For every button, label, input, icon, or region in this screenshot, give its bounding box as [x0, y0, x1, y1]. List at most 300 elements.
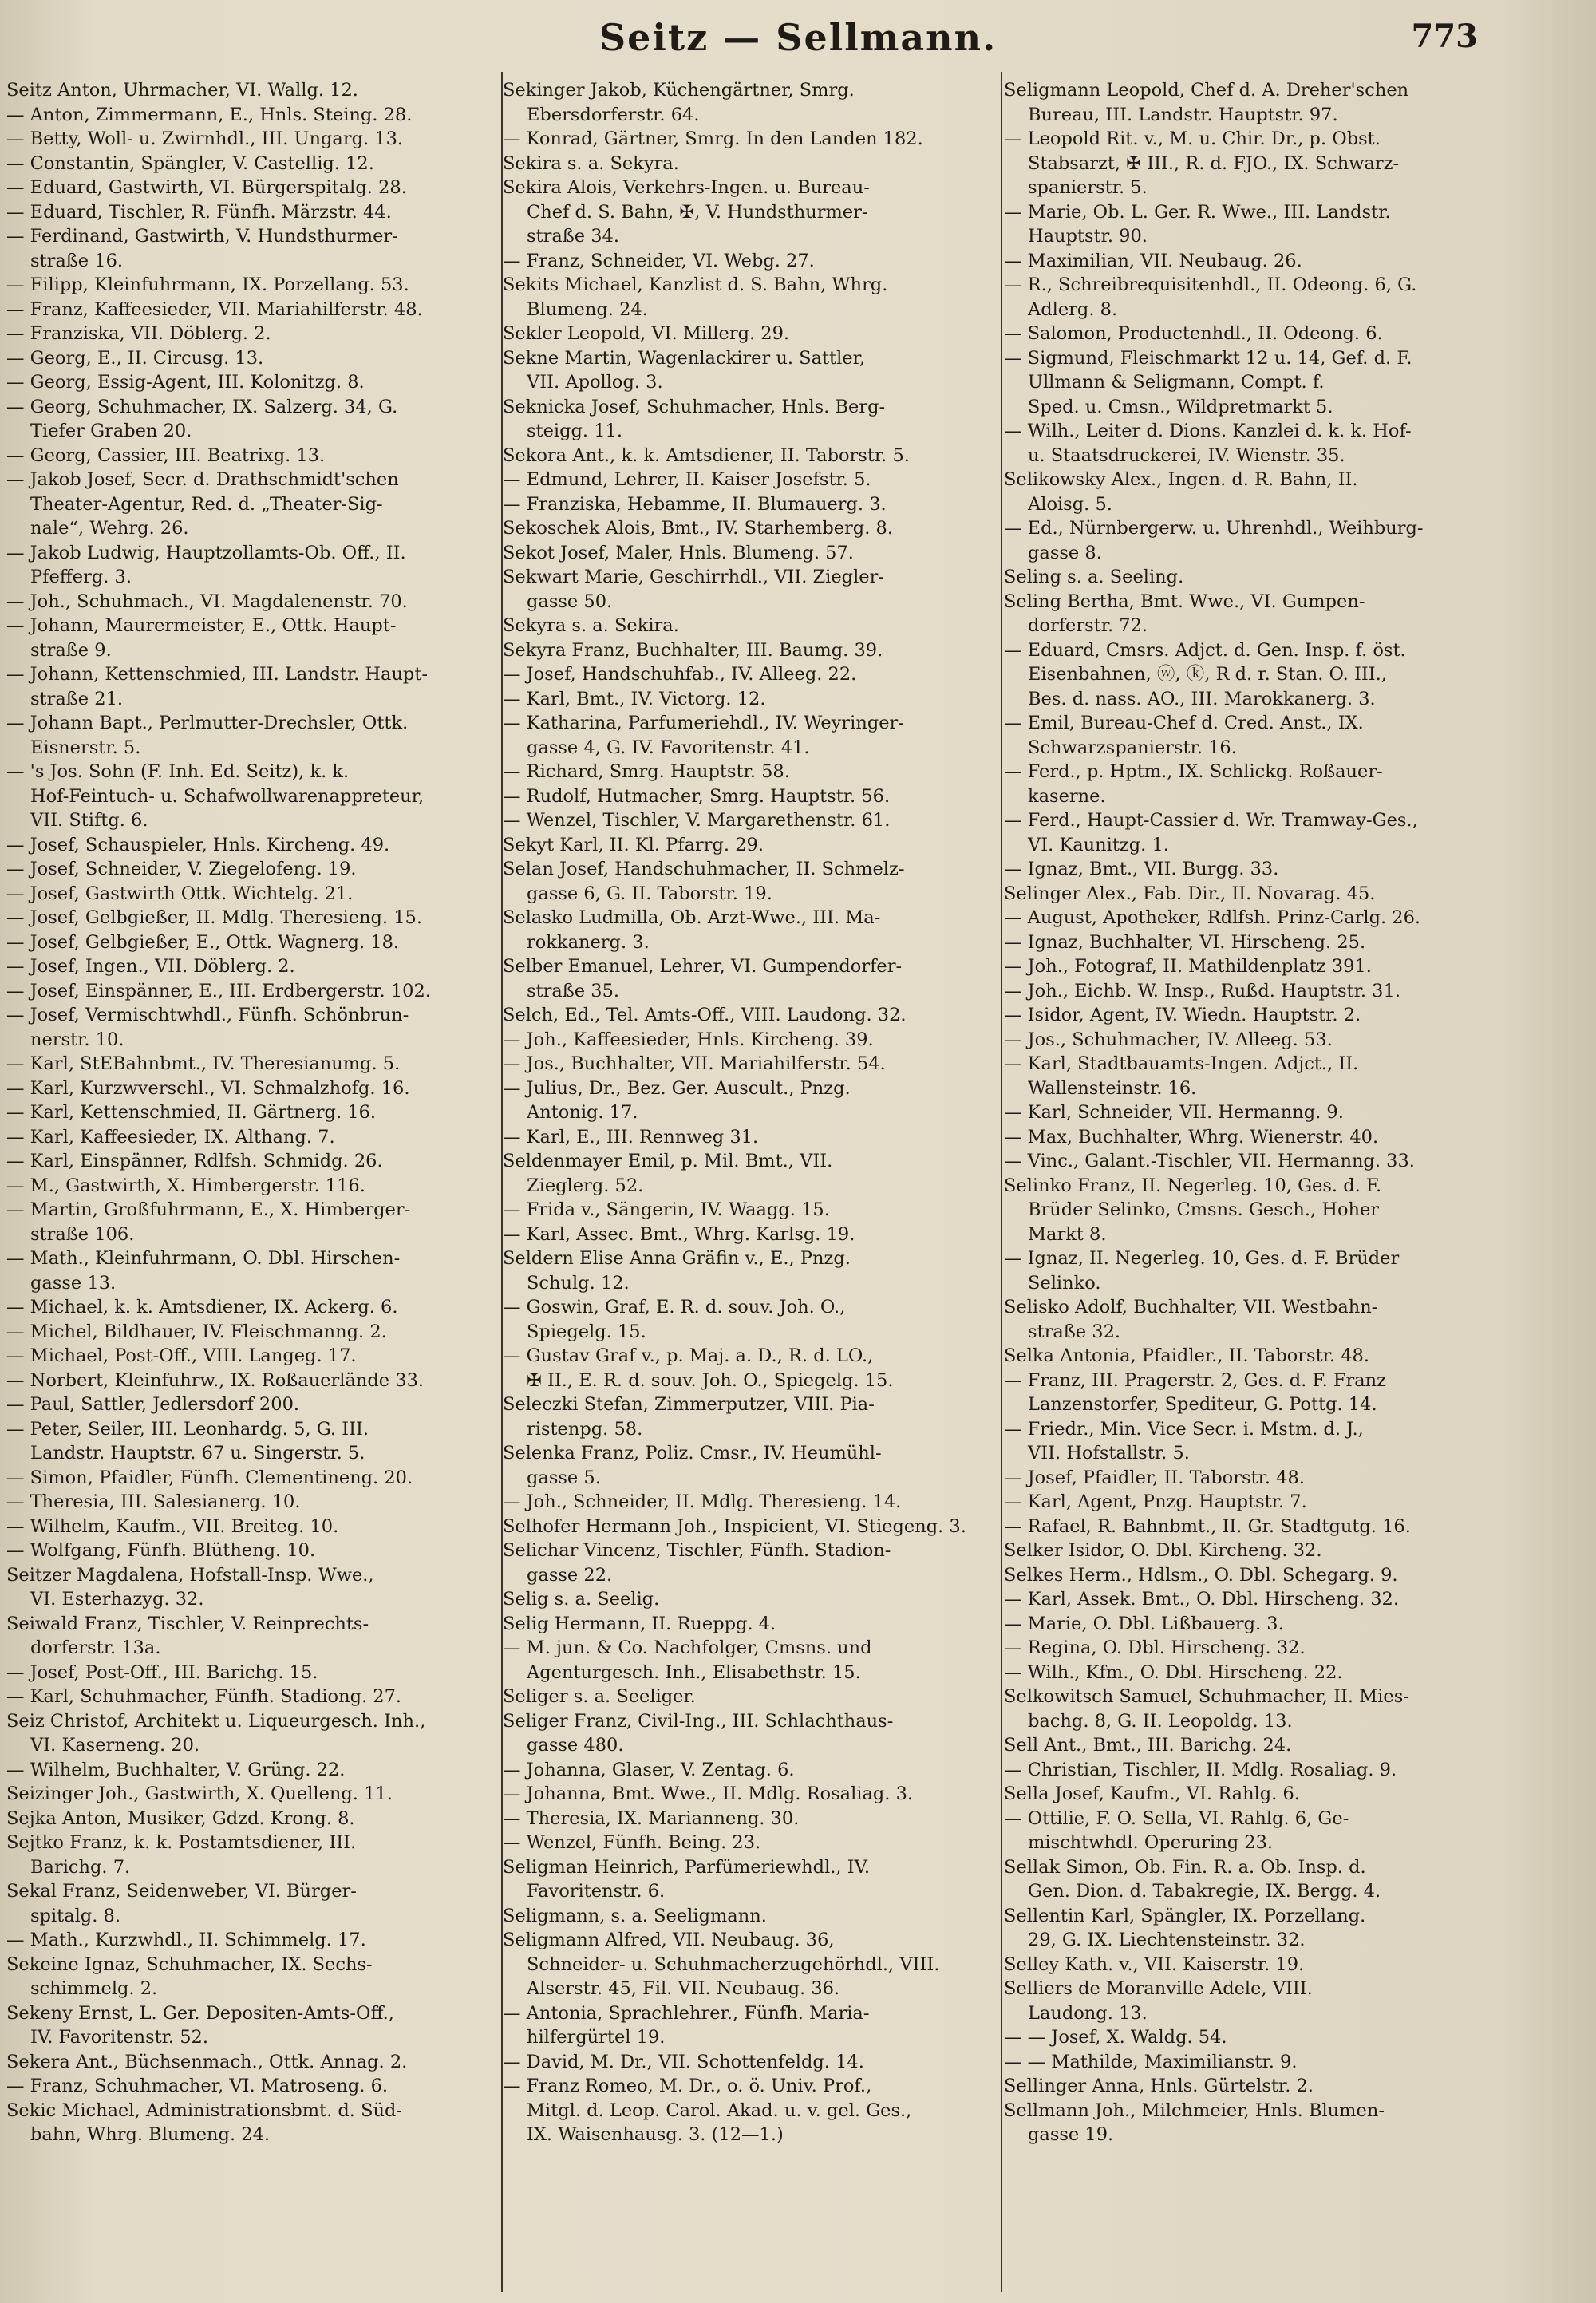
entry-text: Sekeny Ernst, L. Ger. Depositen-Amts-Off., — [6, 2002, 394, 2024]
entry-continuation: Selinko. — [1028, 1272, 1101, 1294]
entry-continuation: Zieglerg. 52. — [527, 1175, 644, 1196]
directory-entry — [1004, 200, 1510, 249]
entry-text: Seligmann, s. a. Seeligmann. — [503, 1905, 767, 1926]
entry-text: — Georg, Essig-Agent, III. Kolonitzg. 8. — [6, 372, 365, 393]
entry-continuation: Theater-Agentur, Red. d. „Theater-Sig- — [30, 493, 383, 515]
directory-entry — [1004, 638, 1510, 712]
directory-entry — [503, 1003, 999, 1028]
directory-entry — [6, 152, 503, 176]
directory-entry — [503, 1052, 999, 1076]
entry-text: Seizinger Joh., Gastwirth, X. Quelleng. 11. — [6, 1784, 393, 1804]
entry-continuation: gasse 4, G. IV. Favoritenstr. 41. — [527, 737, 810, 758]
directory-entry — [503, 322, 999, 346]
entry-text: — Josef, Gelbgießer, E., Ottk. Wagnerg. 18. — [6, 931, 400, 953]
entry-continuation: VI. Esterhazyg. 32. — [30, 1589, 204, 1610]
entry-continuation: Hof-Feintuch- u. Schafwollwarenappreteur, — [30, 785, 425, 807]
directory-entry — [1004, 1515, 1510, 1539]
entry-text: Seliger Franz, Civil-Ing., III. Schlachthaus- — [503, 1710, 894, 1732]
directory-entry — [6, 1831, 503, 1879]
entry-continuation: Barichg. 7. — [30, 1856, 131, 1878]
directory-entry — [6, 833, 503, 858]
directory-entry — [1004, 1733, 1510, 1758]
directory-entry — [6, 1198, 503, 1246]
entry-text: — R., Schreibrequisitenhdl., II. Odeong. 6, G. — [1004, 275, 1417, 295]
directory-entry — [503, 176, 999, 249]
directory-entry — [6, 2001, 503, 2050]
entry-text: — Ottilie, F. O. Sella, VI. Rahlg. 6, Ge- — [1004, 1807, 1349, 1829]
entry-continuation: spanierstr. 5. — [1028, 177, 1148, 198]
entry-continuation: u. Staatsdruckerei, IV. Wienstr. 35. — [1028, 444, 1345, 466]
entry-text: Selig s. a. Seelig. — [503, 1589, 660, 1610]
entry-text: Seldern Elise Anna Gräfin v., E., Pnzg. — [503, 1248, 851, 1269]
directory-entry — [503, 1515, 999, 1539]
directory-entry — [503, 2050, 999, 2075]
directory-entry — [6, 614, 503, 662]
entry-continuation: gasse 50. — [527, 591, 613, 612]
entry-text: — Filipp, Kleinfuhrmann, IX. Porzellang. 53. — [6, 275, 409, 295]
entry-text: — Michael, Post-Off., VIII. Langeg. 17. — [6, 1345, 357, 1366]
entry-text: — Frida v., Sängerin, IV. Waagg. 15. — [503, 1199, 830, 1220]
entry-text: Seligmann Alfred, VII. Neubaug. 36, — [503, 1930, 835, 1950]
directory-entry — [503, 1928, 999, 2001]
directory-entry — [6, 1539, 503, 1563]
entry-text: Selinko Franz, II. Negerleg. 10, Ges. d. F. — [1004, 1175, 1382, 1196]
entry-text: Sekora Ant., k. k. Amtsdiener, II. Taborstr. 5. — [503, 444, 910, 466]
directory-entry — [6, 176, 503, 200]
entry-continuation: VII. Hofstallstr. 5. — [1028, 1443, 1190, 1464]
entry-continuation: Schulg. 12. — [527, 1272, 630, 1294]
entry-text: — M. jun. & Co. Nachfolger, Cmsns. und — [503, 1637, 872, 1658]
directory-entry — [6, 662, 503, 711]
directory-entry — [6, 1174, 503, 1199]
directory-entry — [503, 614, 999, 638]
entry-text: — Math., Kleinfuhrmann, O. Dbl. Hirschen- — [6, 1248, 401, 1269]
entry-text: — Wenzel, Fünfh. Being. 23. — [503, 1832, 761, 1853]
entry-continuation: VI. Kaunitzg. 1. — [1028, 834, 1169, 855]
entry-text: — Karl, Agent, Pnzg. Hauptstr. 7. — [1004, 1491, 1307, 1512]
entry-continuation: bachg. 8, G. II. Leopoldg. 13. — [1028, 1710, 1293, 1732]
entry-continuation: straße 35. — [527, 980, 620, 1001]
directory-entry — [503, 906, 999, 954]
directory-entry — [6, 857, 503, 882]
directory-entry — [503, 1782, 999, 1807]
directory-entry — [503, 1758, 999, 1783]
entry-continuation: schimmelg. 2. — [30, 1978, 158, 1999]
directory-entry — [6, 1344, 503, 1369]
entry-text: — Max, Buchhalter, Whrg. Wienerstr. 40. — [1004, 1126, 1379, 1148]
entry-text: — Ferdinand, Gastwirth, V. Hundsthurmer- — [6, 226, 398, 247]
entry-text: — Constantin, Spängler, V. Castellig. 12. — [6, 152, 374, 174]
directory-entry — [6, 1782, 503, 1807]
entry-text: Sekits Michael, Kanzlist d. S. Bahn, Whrg. — [503, 275, 888, 295]
directory-entry — [1004, 1003, 1510, 1028]
directory-entry — [503, 1831, 999, 1855]
entry-text: Sella Josef, Kaufm., VI. Rahlg. 6. — [1004, 1784, 1300, 1804]
directory-entry — [503, 1490, 999, 1515]
entry-continuation: 29, G. IX. Liechtensteinstr. 32. — [1028, 1930, 1306, 1950]
entry-text: — Christian, Tischler, II. Mdlg. Rosaliag. 9. — [1004, 1759, 1397, 1780]
directory-entry — [503, 1198, 999, 1223]
column-3 — [1004, 78, 1510, 2289]
directory-entry — [6, 468, 503, 541]
entry-text: Sellinger Anna, Hnls. Gürtelstr. 2. — [1004, 2076, 1314, 2096]
directory-entry — [1004, 1661, 1510, 1685]
entry-continuation: Ebersdorferstr. 64. — [527, 104, 700, 125]
directory-entry — [1004, 1417, 1510, 1466]
entry-continuation: Mitgl. d. Leop. Carol. Akad. u. v. gel. Ges., — [527, 2100, 912, 2121]
directory-entry — [6, 298, 503, 322]
directory-entry — [503, 1076, 999, 1125]
entry-text: — Salomon, Productenhdl., II. Odeong. 6. — [1004, 323, 1383, 344]
entry-text: — Anton, Zimmermann, E., Hnls. Steing. 28. — [6, 104, 413, 125]
entry-text: Sekal Franz, Seidenweber, VI. Bürger- — [6, 1881, 357, 1902]
directory-entry — [503, 1539, 999, 1587]
entry-continuation: Brüder Selinko, Cmsns. Gesch., Hoher — [1028, 1199, 1380, 1220]
directory-entry — [1004, 2099, 1510, 2147]
directory-entry — [503, 1807, 999, 1831]
entry-text: — Josef, Ingen., VII. Döblerg. 2. — [6, 956, 295, 977]
entry-continuation: gasse 13. — [30, 1272, 117, 1294]
directory-entry — [6, 370, 503, 395]
directory-entry — [503, 395, 999, 444]
directory-entry — [503, 808, 999, 833]
directory-entry — [1004, 857, 1510, 882]
entry-text: — Josef, Gelbgießer, II. Mdlg. Theresieng. 15. — [6, 907, 422, 928]
directory-entry — [1004, 468, 1510, 516]
entry-text: — Jos., Schuhmacher, IV. Alleeg. 53. — [1004, 1029, 1333, 1050]
entry-text: — Karl, Kaffeesieder, IX. Althang. 7. — [6, 1126, 335, 1148]
entry-text: Selker Isidor, O. Dbl. Kircheng. 32. — [1004, 1540, 1322, 1561]
directory-entry — [6, 979, 503, 1004]
entry-continuation: kaserne. — [1028, 785, 1106, 807]
entry-text: Seiwald Franz, Tischler, V. Reinprechts- — [6, 1613, 369, 1634]
directory-entry — [1004, 1539, 1510, 1563]
entry-text: — — Josef, X. Waldg. 54. — [1004, 2027, 1227, 2048]
entry-text: — Karl, Schuhmacher, Fünfh. Stadiong. 27. — [6, 1686, 402, 1707]
entry-text: — Josef, Pfaidler, II. Taborstr. 48. — [1004, 1467, 1305, 1488]
entry-continuation: VI. Kaserneng. 20. — [30, 1735, 200, 1756]
directory-entry — [503, 711, 999, 760]
entry-text: — Leopold Rit. v., M. u. Chir. Dr., p. Obst. — [1004, 128, 1381, 149]
entry-text: — Georg, Cassier, III. Beatrixg. 13. — [6, 444, 326, 466]
entry-text: — Jakob Josef, Secr. d. Drathschmidt'schen — [6, 469, 399, 490]
entry-text: Sekot Josef, Maler, Hnls. Blumeng. 57. — [503, 542, 854, 563]
directory-entry — [503, 784, 999, 809]
entry-continuation: Hauptstr. 90. — [1028, 226, 1148, 247]
entry-continuation: Laudong. 13. — [1028, 2002, 1148, 2024]
entry-continuation: Lanzenstorfer, Spediteur, G. Pottg. 14. — [1028, 1394, 1377, 1415]
directory-entry — [503, 1344, 999, 1392]
entry-continuation: Eisenbahnen, ⓦ, ⓚ, R d. r. Stan. O. III., — [1028, 664, 1387, 685]
directory-entry — [1004, 906, 1510, 930]
directory-entry — [6, 78, 503, 103]
entry-text: — Richard, Smrg. Hauptstr. 58. — [503, 761, 790, 782]
directory-entry — [1004, 711, 1510, 760]
directory-entry — [1004, 1125, 1510, 1150]
directory-entry — [1004, 2050, 1510, 2075]
entry-text: Selinger Alex., Fab. Dir., II. Novarag. 45. — [1004, 883, 1376, 904]
entry-continuation: Landstr. Hauptstr. 67 u. Singerstr. 5. — [30, 1443, 365, 1464]
directory-entry — [1004, 1295, 1510, 1344]
entry-text: Sejtko Franz, k. k. Postamtsdiener, III. — [6, 1832, 357, 1853]
directory-entry — [1004, 2025, 1510, 2050]
directory-entry — [503, 1685, 999, 1709]
entry-text: — Edmund, Lehrer, II. Kaiser Josefstr. 5. — [503, 469, 871, 490]
directory-entry — [1004, 1344, 1510, 1369]
directory-entry — [6, 200, 503, 225]
directory-entry — [503, 565, 999, 614]
entry-text: Selasko Ludmilla, Ob. Arzt-Wwe., III. Ma- — [503, 907, 881, 928]
entry-text: Sekyra Franz, Buchhalter, III. Baumg. 39. — [503, 639, 883, 661]
directory-entry — [503, 249, 999, 274]
entry-text: — Joh., Schuhmach., VI. Magdalenenstr. 70. — [6, 591, 408, 612]
directory-entry — [6, 1515, 503, 1539]
entry-text: — Ferd., p. Hptm., IX. Schlickg. Roßauer- — [1004, 761, 1383, 782]
entry-text: — Wenzel, Tischler, V. Margarethenstr. 61. — [503, 810, 891, 831]
entry-text: — M., Gastwirth, X. Himbergerstr. 116. — [6, 1175, 365, 1196]
entry-text: — Michael, k. k. Amtsdiener, IX. Ackerg. 6. — [6, 1297, 398, 1317]
entry-text: Seling s. a. Seeling. — [1004, 567, 1184, 587]
directory-entry — [6, 1953, 503, 2001]
entry-text: Sellmann Joh., Milchmeier, Hnls. Blumen- — [1004, 2100, 1385, 2121]
column-1 — [6, 78, 503, 2289]
directory-entry — [6, 906, 503, 930]
entry-text: — Ignaz, II. Negerleg. 10, Ges. d. F. Brüder — [1004, 1248, 1400, 1269]
directory-entry — [6, 760, 503, 833]
entry-text: Seleczki Stefan, Zimmerputzer, VIII. Pia- — [503, 1394, 875, 1415]
entry-text: — Jakob Ludwig, Hauptzollamts-Ob. Off., II. — [6, 542, 406, 563]
directory-entry — [503, 152, 999, 176]
entry-text: — Joh., Kaffeesieder, Hnls. Kircheng. 39. — [503, 1029, 874, 1050]
entry-text: Sekyt Karl, II. Kl. Pfarrg. 29. — [503, 834, 764, 855]
entry-text: — Johanna, Glaser, V. Zentag. 6. — [503, 1759, 795, 1780]
directory-entry — [503, 1441, 999, 1490]
directory-entry — [1004, 590, 1510, 638]
directory-entry — [503, 1125, 999, 1150]
directory-entry — [503, 273, 999, 322]
entry-continuation: IX. Waisenhausg. 3. (12—1.) — [527, 2124, 784, 2145]
directory-entry — [6, 1295, 503, 1320]
entry-text: Selig Hermann, II. Rueppg. 4. — [503, 1613, 776, 1634]
directory-entry — [6, 1076, 503, 1101]
entry-text: — Karl, Kurzwverschl., VI. Schmalzhofg. 16. — [6, 1077, 410, 1099]
entry-text: Selber Emanuel, Lehrer, VI. Gumpendorfer- — [503, 956, 903, 977]
entry-text: Seiz Christof, Architekt u. Liqueurgesch. Inh., — [6, 1710, 426, 1732]
entry-text: Selka Antonia, Pfaidler., II. Taborstr. 48. — [1004, 1345, 1370, 1366]
directory-entry — [6, 1052, 503, 1076]
directory-entry — [503, 541, 999, 566]
entry-text: — Josef, Post-Off., III. Barichg. 15. — [6, 1661, 318, 1683]
entry-continuation: straße 21. — [30, 688, 124, 709]
directory-entry — [6, 954, 503, 979]
directory-entry — [1004, 1636, 1510, 1661]
entry-text: — Franziska, VII. Döblerg. 2. — [6, 323, 271, 344]
directory-entry — [6, 1003, 503, 1052]
entry-text: Sellak Simon, Ob. Fin. R. a. Ob. Insp. d. — [1004, 1856, 1366, 1878]
directory-entry — [6, 1466, 503, 1491]
directory-entry — [503, 638, 999, 663]
entry-text: Selhofer Hermann Joh., Inspicient, VI. Stiegeng. 3. — [503, 1515, 966, 1537]
entry-text: — Franz, III. Pragerstr. 2, Ges. d. F. Franz — [1004, 1369, 1387, 1391]
entry-text: Sellentin Karl, Spängler, IX. Porzellang. — [1004, 1905, 1366, 1926]
entry-text: — Wilhelm, Buchhalter, V. Grüng. 22. — [6, 1759, 346, 1780]
directory-entry — [6, 1369, 503, 1393]
entry-text: — — Mathilde, Maximilianstr. 9. — [1004, 2051, 1298, 2072]
entry-text: — Karl, Bmt., IV. Victorg. 12. — [503, 688, 766, 709]
entry-text: — Friedr., Min. Vice Secr. i. Mstm. d. J., — [1004, 1418, 1364, 1440]
directory-entry — [503, 1612, 999, 1637]
entry-text: Selisko Adolf, Buchhalter, VII. Westbahn- — [1004, 1297, 1378, 1317]
entry-continuation: Spiegelg. 15. — [527, 1321, 646, 1342]
directory-entry — [1004, 1758, 1510, 1783]
entry-text: Sekler Leopold, VI. Millerg. 29. — [503, 323, 790, 344]
entry-continuation: VII. Stiftg. 6. — [30, 810, 148, 831]
entry-text: — Joh., Fotograf, II. Mathildenplatz 391. — [1004, 956, 1372, 977]
directory-entry — [6, 1758, 503, 1783]
entry-text: Sekeine Ignaz, Schuhmacher, IX. Sechs- — [6, 1953, 373, 1975]
entry-text: Seliger s. a. Seeliger. — [503, 1686, 696, 1707]
entry-text: — Marie, O. Dbl. Lißbauerg. 3. — [1004, 1613, 1284, 1634]
directory-entry — [503, 1855, 999, 1904]
entry-text: — Joh., Eichb. W. Insp., Rußd. Hauptstr. 31. — [1004, 980, 1400, 1001]
directory-entry — [6, 1612, 503, 1661]
entry-continuation: Ullmann & Seligmann, Compt. f. — [1028, 372, 1325, 393]
directory-entry — [6, 1149, 503, 1174]
directory-entry — [6, 1928, 503, 1953]
directory-entry — [6, 1563, 503, 1612]
entry-text: Selliers de Moranville Adele, VIII. — [1004, 1978, 1313, 1999]
entry-continuation: rokkanerg. 3. — [527, 931, 650, 953]
directory-entry — [1004, 249, 1510, 274]
entry-continuation: Adlerg. 8. — [1028, 298, 1118, 320]
entry-text: Seldenmayer Emil, p. Mil. Bmt., VII. — [503, 1151, 833, 1171]
entry-text: — Paul, Sattler, Jedlersdorf 200. — [6, 1394, 300, 1415]
entry-text: — Rudolf, Hutmacher, Smrg. Hauptstr. 56. — [503, 785, 891, 807]
entry-text: — Regina, O. Dbl. Hirscheng. 32. — [1004, 1637, 1306, 1658]
directory-entry — [1004, 273, 1510, 322]
entry-continuation: Schneider- u. Schuhmacherzugehörhdl., VIII. — [527, 1953, 940, 1975]
entry-text: Seitzer Magdalena, Hofstall-Insp. Wwe., — [6, 1564, 374, 1586]
directory-entry — [6, 1807, 503, 1831]
entry-text: — Johann Bapt., Perlmutter-Drechsler, Ottk. — [6, 713, 409, 733]
directory-entry — [1004, 954, 1510, 979]
directory-entry — [1004, 1612, 1510, 1637]
entry-text: — Franz, Schneider, VI. Webg. 27. — [503, 250, 815, 271]
entry-text: — Georg, E., II. Circusg. 13. — [6, 347, 264, 369]
entry-text: — Karl, Stadtbauamts-Ingen. Adjct., II. — [1004, 1053, 1359, 1074]
page-title: Seitz — Sellmann. — [598, 16, 998, 59]
directory-entry — [6, 1100, 503, 1125]
directory-entry — [1004, 930, 1510, 955]
entry-text: — August, Apotheker, Rdlfsh. Prinz-Carlg. 26. — [1004, 907, 1421, 928]
directory-entry — [6, 2099, 503, 2147]
entry-continuation: Chef d. S. Bahn, ✠, V. Hundsthurmer- — [527, 201, 868, 223]
directory-entry — [1004, 1563, 1510, 1588]
entry-text: Seligmann Leopold, Chef d. A. Dreher'schen — [1004, 80, 1409, 101]
entry-continuation: spitalg. 8. — [30, 1905, 120, 1926]
entry-continuation: straße 34. — [527, 226, 620, 247]
entry-continuation: Aloisg. 5. — [1028, 493, 1112, 515]
entry-text: — Franz, Schuhmacher, VI. Matroseng. 6. — [6, 2076, 389, 2096]
entry-text: — Josef, Schauspieler, Hnls. Kircheng. 49. — [6, 834, 390, 855]
directory-entry — [503, 492, 999, 517]
directory-entry — [1004, 1807, 1510, 1855]
entry-continuation: Sped. u. Cmsn., Wildpretmarkt 5. — [1028, 396, 1333, 417]
entry-text: Selan Josef, Handschuhmacher, II. Schmelz- — [503, 859, 905, 879]
directory-entry — [1004, 1587, 1510, 1612]
directory-entry — [6, 1661, 503, 1685]
directory-entry — [503, 516, 999, 541]
directory-entry — [503, 444, 999, 468]
entry-text: — Simon, Pfaidler, Fünfh. Clementineng. 20. — [6, 1467, 413, 1488]
directory-entry — [6, 2074, 503, 2099]
entry-text: — David, M. Dr., VII. Schottenfeldg. 14. — [503, 2051, 864, 2072]
entry-text: Sekwart Marie, Geschirrhdl., VII. Ziegler- — [503, 567, 884, 587]
directory-entry — [6, 1490, 503, 1515]
directory-entry — [6, 1246, 503, 1295]
directory-entry — [6, 541, 503, 590]
entry-continuation: Stabsarzt, ✠ III., R. d. FJO., IX. Schwarz- — [1028, 152, 1400, 174]
entry-continuation: Antonig. 17. — [527, 1102, 638, 1123]
entry-text: — Eduard, Tischler, R. Fünfh. Märzstr. 44. — [6, 201, 392, 223]
directory-entry — [1004, 1685, 1510, 1733]
entry-continuation: straße 16. — [30, 250, 124, 271]
entry-continuation: steigg. 11. — [527, 421, 622, 441]
entry-text: — Johanna, Bmt. Wwe., II. Mdlg. Rosaliag. 3. — [503, 1784, 914, 1804]
entry-text: — Rafael, R. Bahnbmt., II. Gr. Stadtgutg. 16. — [1004, 1515, 1411, 1537]
directory-entry — [1004, 78, 1510, 127]
entry-text: Selichar Vincenz, Tischler, Fünfh. Stadion- — [503, 1540, 891, 1561]
directory-entry — [503, 1392, 999, 1441]
directory-entry — [1004, 1855, 1510, 1904]
directory-entry — [503, 2074, 999, 2147]
directory-entry — [1004, 127, 1510, 200]
directory-entry — [6, 882, 503, 907]
directory-entry — [6, 1879, 503, 1928]
entry-continuation: gasse 8. — [1028, 542, 1102, 563]
directory-entry — [6, 711, 503, 760]
entry-continuation: nale“, Wehrg. 26. — [30, 518, 189, 539]
entry-text: — Franz Romeo, M. Dr., o. ö. Univ. Prof., — [503, 2076, 872, 2096]
entry-text: — Math., Kurzwhdl., II. Schimmelg. 17. — [6, 1930, 366, 1950]
entry-text: — Karl, Assec. Bmt., Whrg. Karlsg. 19. — [503, 1223, 855, 1245]
entry-continuation: Wallensteinstr. 16. — [1028, 1077, 1197, 1099]
entry-text: Seknicka Josef, Schuhmacher, Hnls. Berg- — [503, 396, 886, 417]
directory-entry — [6, 346, 503, 371]
entry-text: — Ignaz, Buchhalter, VI. Hirscheng. 25. — [1004, 931, 1366, 953]
entry-text: — Eduard, Gastwirth, VI. Bürgerspitalg. 28. — [6, 177, 407, 198]
directory-entry — [6, 1125, 503, 1150]
directory-entry — [1004, 2074, 1510, 2099]
directory-entry — [6, 2050, 503, 2075]
entry-text: — Eduard, Cmsrs. Adjct. d. Gen. Insp. f. öst. — [1004, 639, 1406, 661]
entry-text: — Norbert, Kleinfuhrw., IX. Roßauerlände 33. — [6, 1369, 425, 1391]
entry-text: — Josef, Schneider, V. Ziegelofeng. 19. — [6, 859, 357, 879]
entry-text: — Franziska, Hebamme, II. Blumauerg. 3. — [503, 493, 887, 515]
entry-text: — Julius, Dr., Bez. Ger. Auscult., Pnzg. — [503, 1077, 851, 1099]
directory-entry — [6, 322, 503, 346]
entry-text: Seling Bertha, Bmt. Wwe., VI. Gumpen- — [1004, 591, 1365, 612]
entry-continuation: gasse 6, G. II. Taborstr. 19. — [527, 883, 772, 904]
entry-text: — Jos., Buchhalter, VII. Mariahilferstr. 54. — [503, 1053, 886, 1074]
entry-continuation: gasse 480. — [527, 1735, 624, 1756]
entry-text: Sekoschek Alois, Bmt., IV. Starhemberg. 8. — [503, 518, 893, 539]
entry-text: — Karl, E., III. Rennweg 31. — [503, 1126, 759, 1148]
directory-entry — [6, 273, 503, 298]
directory-entry — [1004, 322, 1510, 346]
entry-text: Sekira Alois, Verkehrs-Ingen. u. Bureau- — [503, 177, 870, 198]
entry-text: — Karl, Assek. Bmt., O. Dbl. Hirscheng. 32. — [1004, 1589, 1399, 1610]
